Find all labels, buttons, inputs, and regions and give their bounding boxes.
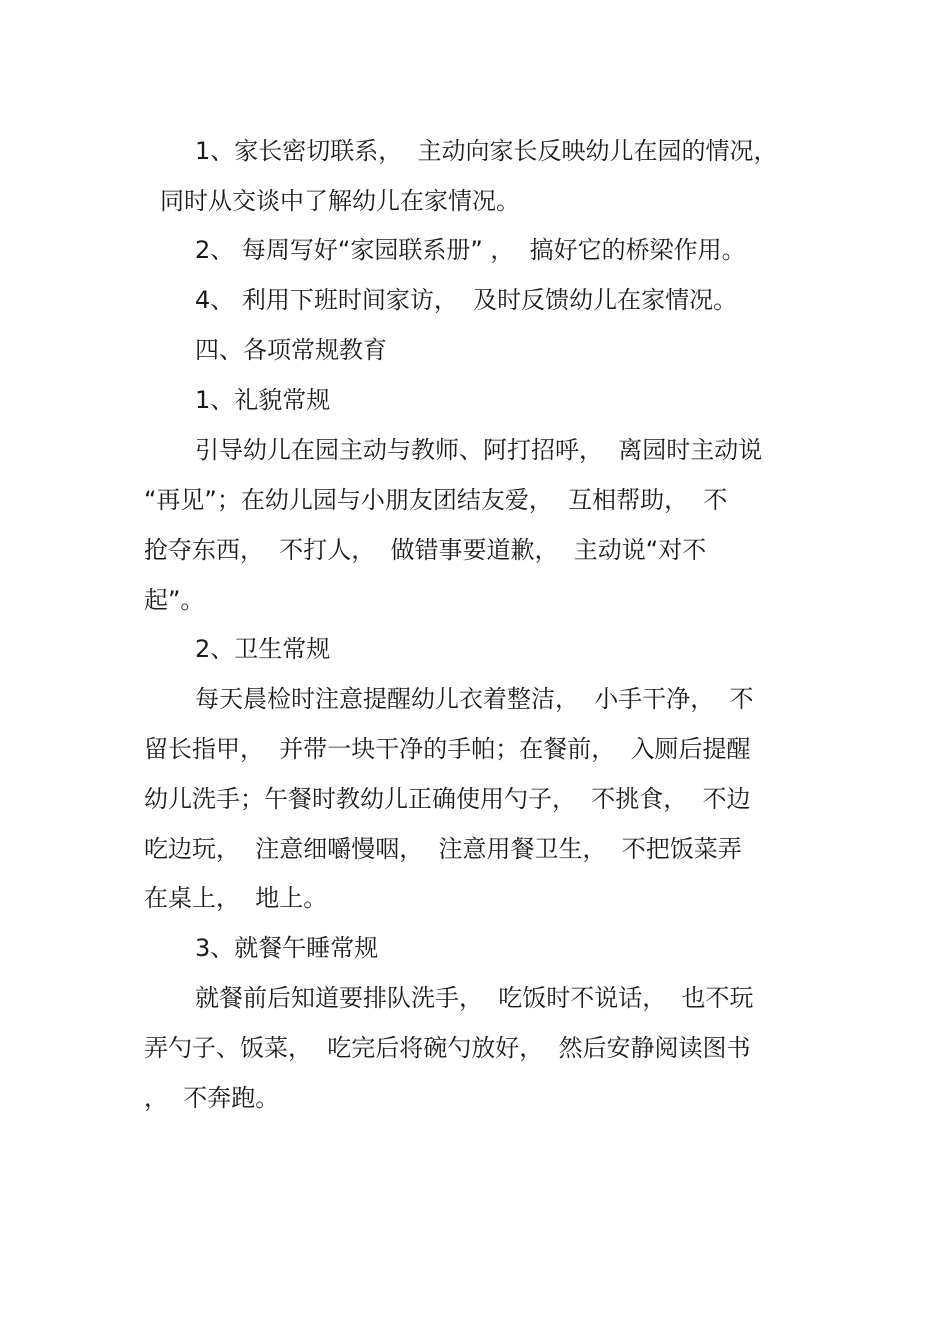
text-line: 引导幼儿在园主动与教师、阿打招呼， 离园时主动说 xyxy=(195,436,763,464)
text-line: 吃边玩， 注意细嚼慢咽， 注意用餐卫生， 不把饭菜弄 xyxy=(144,835,742,863)
text-line: 4、 利用下班时间家访， 及时反馈幼儿在家情况。 xyxy=(195,286,738,314)
text-line: 抢夺东西， 不打人， 做错事要道歉， 主动说“对不 xyxy=(144,536,707,564)
text-line: 在桌上， 地上。 xyxy=(144,884,328,912)
text-line: 幼儿洗手；午餐时教幼儿正确使用勺子， 不挑食， 不边 xyxy=(144,785,751,813)
subsection-heading: 1、礼貌常规 xyxy=(195,386,331,414)
text-line: 2、 每周写好“家园联系册” ， 搞好它的桥梁作用。 xyxy=(195,236,746,264)
text-line: 1、家长密切联系， 主动向家长反映幼儿在园的情况， xyxy=(195,137,778,165)
text-line: 弄勺子、饭菜， 吃完后将碗勺放好， 然后安静阅读图书 xyxy=(144,1034,751,1062)
text-line: 同时从交谈中了解幼儿在家情况。 xyxy=(160,187,520,215)
text-line: “再见”；在幼儿园与小朋友团结友爱， 互相帮助， 不 xyxy=(144,486,728,514)
text-line: ， 不奔跑。 xyxy=(144,1084,280,1112)
subsection-heading: 2、卫生常规 xyxy=(195,635,331,663)
text-line: 留长指甲， 并带一块干净的手帕；在餐前， 入厕后提醒 xyxy=(144,735,751,763)
text-line: 就餐前后知道要排队洗手， 吃饭时不说话， 也不玩 xyxy=(195,984,754,1012)
text-line: 每天晨检时注意提醒幼儿衣着整洁， 小手干净， 不 xyxy=(195,685,754,713)
text-line: 起”。 xyxy=(144,586,205,614)
subsection-heading: 3、就餐午睡常规 xyxy=(195,934,379,962)
section-heading: 四、各项常规教育 xyxy=(195,336,387,364)
